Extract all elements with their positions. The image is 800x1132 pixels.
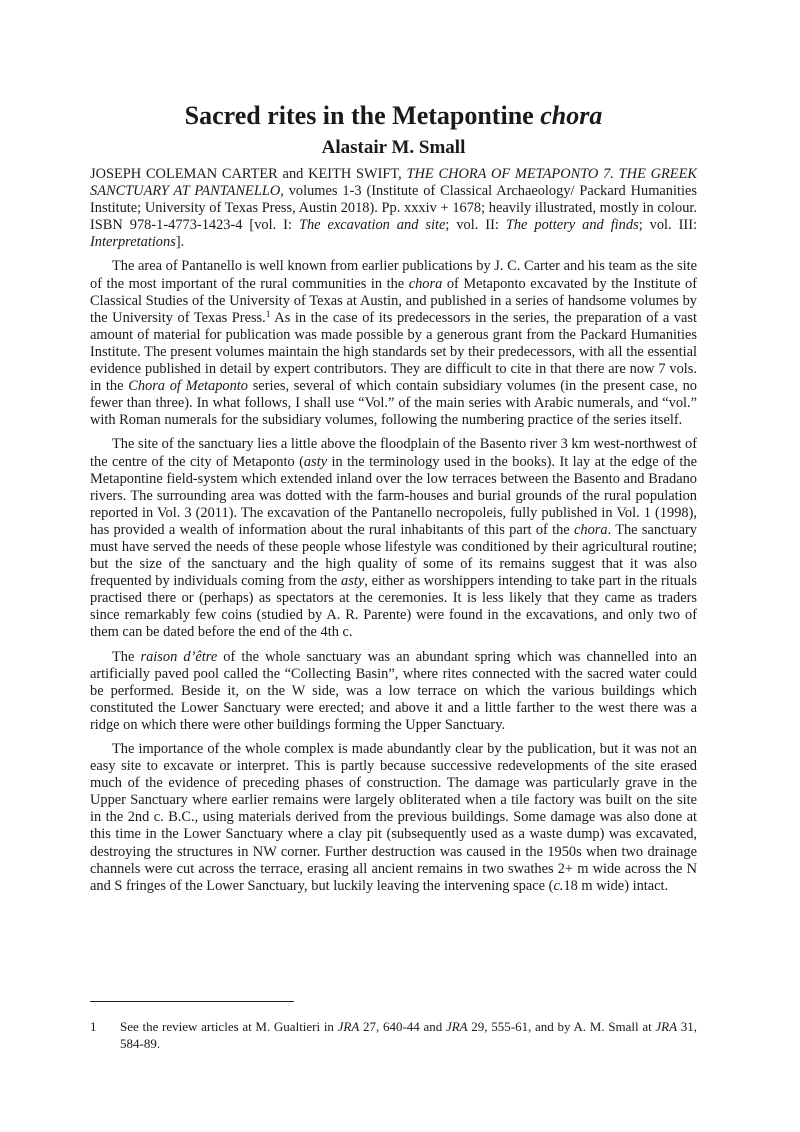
paragraph-3: The raison d’être of the whole sanctuary was an abundant spring which was channelled into an artificially paved pool called the “Collecting Basin”, where rites connected with the sacred water could be performed. Beside it, on the W side, was a low terrace on which the various buildings which constituted the Lower Sanctuary were erected; and above it and a little farther to the west there was a ridge on which there were other buildings forming the Upper Sanctuary.	[90, 648, 697, 733]
footnote-number: 1	[90, 1019, 97, 1034]
author-name: Alastair M. Small	[321, 137, 466, 158]
footnote	[90, 1018, 697, 1052]
footnote-text: See the review articles at M. Gualtieri in JRA 27, 640-44 and JRA 29, 555-61, and by A. M. Small at JRA 31, 584-89.	[120, 1019, 698, 1051]
paragraph-1: The area of Pantanello is well known from earlier publications by J. C. Carter and his team as the site of the most important of the rural communities in the chora of Metaponto excavated by the Institute of Classical Studies of the University of Texas at Austin, and published in a series of handsome volumes by the University of Texas Press.$^1$ As in the case of its predecessors in the series, the preparation of a vast amount of material for publication was made possible by a generous grant from the Packard Humanities Institute. The present volumes maintain the high standards set by their predecessors, with all the essential evidence published in detail by expert contributors. They are difficult to cite in that there are now 7 vols. in the Chora of Metaponto series, several of which contain subsidiary volumes (in the present case, no fewer than three). In what follows, I shall use “Vol.” of the main series with Arabic numerals, and “vol.” with Roman numerals for the subsidiary volumes, following the numbering practice of the series itself.	[90, 258, 697, 429]
paragraph-2: The site of the sanctuary lies a little above the floodplain of the Basento river 3 km west-northwest of the centre of the city of Metaponto (asty in the terminology used in the books). It lay at the edge of the Metapontine field-system which extended inland over the low terraces between the Basento and Bradano rivers. The surrounding area was dotted with the farm-houses and burial grounds of the rural population reported in Vol. 3 (2011). The excavation of the Pantanello necropoleis, fully published in Vol. 1 (1998), has provided a wealth of information about the rural inhabitants of this part of the chora. The sanctuary must have served the needs of these people whose lifestyle was conditioned by their agricultural routine; but the size of the sanctuary and the high quality of some of its remains suggest that it was also frequented by individuals coming from the asty, either as worshippers intending to take part in the rituals practised there or (perhaps) as spectators at the ceremonies. It is less likely that they came as traders since remarkably few coins (studied by A. R. Parente) were found in the excavations, and only two of them can be dated before the end of the 4th c.	[90, 436, 698, 641]
paragraph-4: The importance of the whole complex is made abundantly clear by the publication, but it was not an easy site to excavate or interpret. This is partly because successive redevelopments of the site erased much of the evidence of preceding phases of construction. The damage was particularly grave in the Upper Sanctuary where earlier remains were largely obliterated when a tile factory was built on the site in the 2nd c. B.C., using materials derived from the previous buildings. Some damage was also done at this time in the Lower Sanctuary where a clay pit (subsequently used as a waste dump) was excavated, destroying the structures in NW corner. Further destruction was caused in the 1950s when two drainage channels were cut across the terrace, erasing all ancient remains in two swathes 2+ m wide across the N and S fringes of the Lower Sanctuary, but luckily leaving the intervening space (c.18 m wide) intact.	[90, 741, 697, 894]
title-text: Sacred rites in the Metapontine	[184, 101, 541, 130]
footnote-ref[interactable]: 1	[265, 309, 271, 320]
article-body	[90, 98, 697, 902]
bibliographic-reference: JOSEPH COLEMAN CARTER and KEITH SWIFT, THE CHORA OF METAPONTO 7. THE GREEK SANCTUARY AT PANTANELLO, volumes 1-3 (Institute of Classical Archaeology/ Packard Humanities Institute; University of Texas Press, Austin 2018). Pp. xxxiv + 1678; heavily illustrated, mostly in colour. ISBN 978-1-4773-1423-4 [vol. I: The excavation and site; vol. II: The pottery and finds; vol. III: Interpretations].	[90, 166, 697, 251]
article-title	[90, 98, 697, 134]
title-italic: chora	[540, 101, 603, 130]
footnote-divider	[90, 1001, 294, 1002]
